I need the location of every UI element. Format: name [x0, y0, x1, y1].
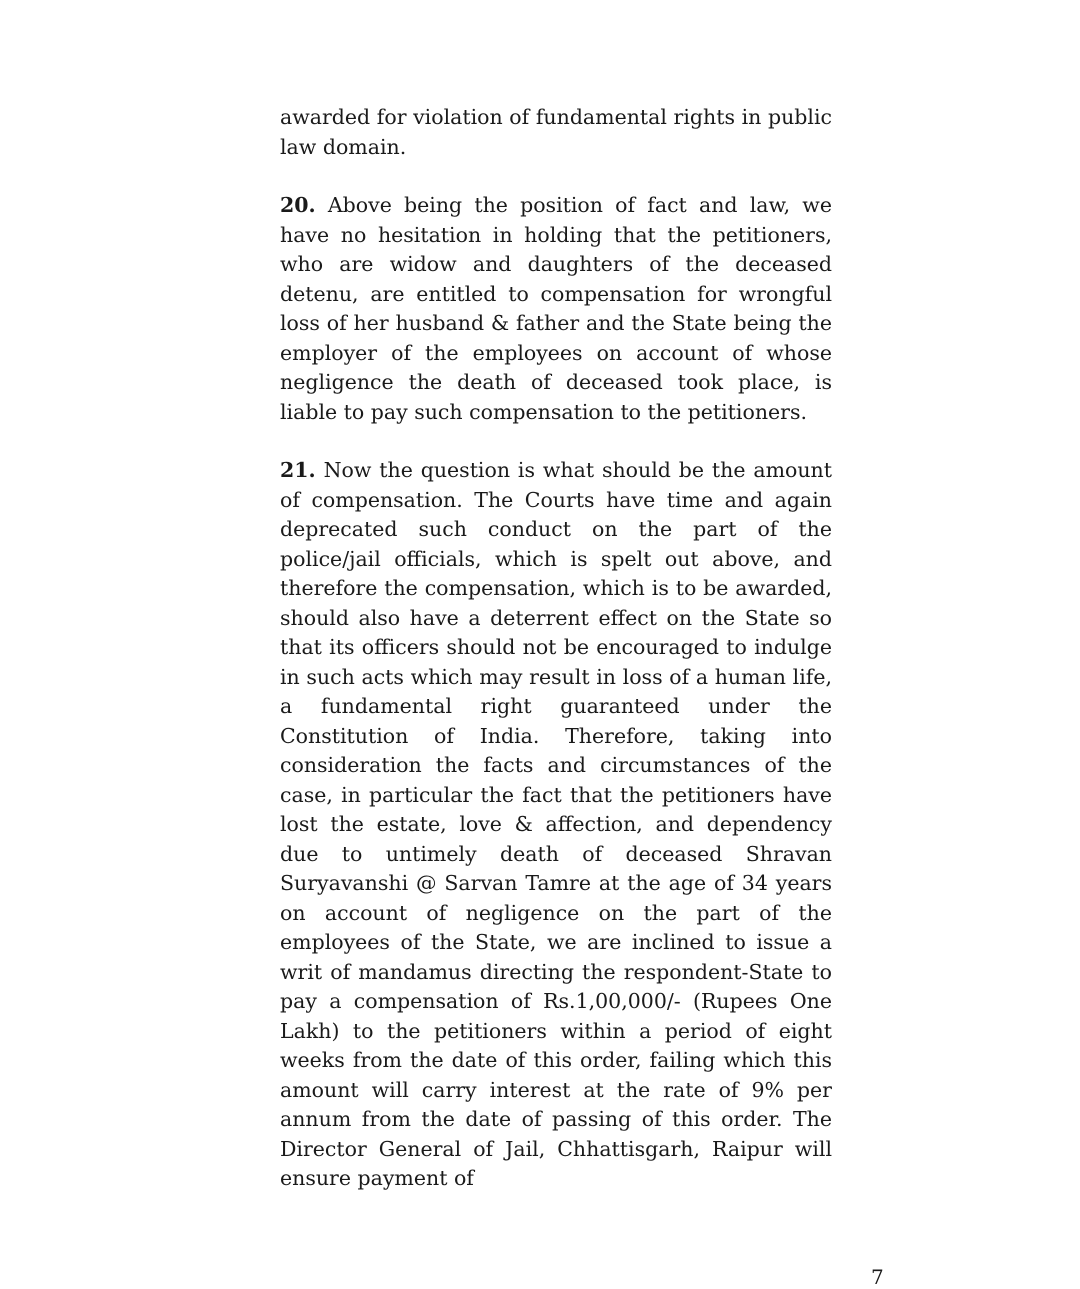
- paragraph-20: [280, 191, 832, 427]
- paragraph-continuation: [280, 103, 832, 162]
- paragraph-text: Above being the position of fact and law, we have no hesitation in holding that the petitioners, who are widow and daughters of the deceased detenu, are entitled to compensation for wrongful loss of her husband & father and the State being the employer of the employees on account of whose negligence the death of deceased took place, is liable to pay such compensation to the petitioners.: [280, 193, 832, 424]
- paragraph-text: awarded for violation of fundamental rights in public law domain.: [280, 105, 832, 159]
- paragraph-number: 20.: [280, 193, 316, 217]
- paragraph-21: [280, 456, 832, 1194]
- paragraph-number: 21.: [280, 458, 316, 482]
- page-number: 7: [871, 1265, 884, 1289]
- paragraph-text: Now the question is what should be the amount of compensation. The Courts have time and again deprecated such conduct on the part of the police/jail officials, which is spelt out above, and therefore the compensation, which is to be awarded, should also have a deterrent effect on the State so that its officers should not be encouraged to indulge in such acts which may result in loss of a human life, a fundamental right guaranteed under the Constitution of India. Therefore, taking into consideration the facts and circumstances of the case, in particular the fact that the petitioners have lost the estate, love & affection, and dependency due to untimely death of deceased Shravan Suryavanshi @ Sarvan Tamre at the age of 34 years on account of negligence on the part of the employees of the State, we are inclined to issue a writ of mandamus directing the respondent-State to pay a compensation of Rs.1,00,000/- (Rupees One Lakh) to the petitioners within a period of eight weeks from the date of this order, failing which this amount will carry interest at the rate of 9% per annum from the date of passing of this order. The Director General of Jail, Chhattisgarh, Raipur will ensure payment of: [280, 458, 832, 1190]
